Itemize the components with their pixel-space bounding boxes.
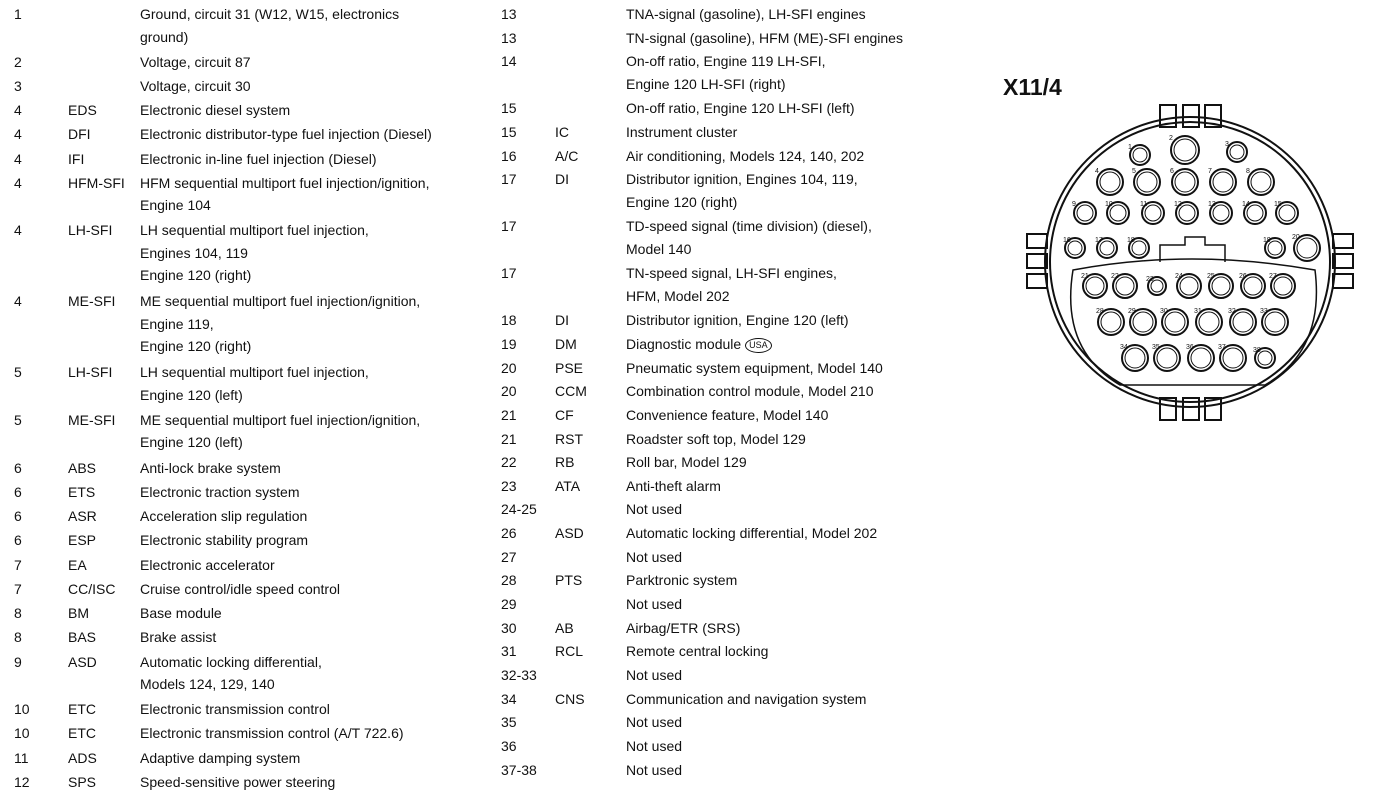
pin-number: 28 — [501, 572, 517, 589]
pin-number: 3 — [14, 77, 22, 94]
pin-number: 5 — [14, 411, 22, 428]
pin-number: 21 — [501, 406, 517, 423]
description-line: Model 140 — [626, 240, 692, 257]
system-abbreviation: AB — [555, 619, 574, 636]
pin-description — [626, 97, 855, 120]
pin-number: 2 — [14, 53, 22, 70]
description-line: Electronic accelerator — [140, 556, 275, 573]
pin-number: 22 — [501, 454, 517, 471]
pin-description — [626, 3, 866, 26]
system-abbreviation: CCM — [555, 383, 587, 400]
system-abbreviation: ASD — [68, 653, 97, 670]
key-slot — [1160, 237, 1225, 262]
pin-socket — [1097, 169, 1123, 195]
pin-description — [626, 168, 858, 213]
description-line: Parktronic system — [626, 572, 738, 589]
pin-socket-inner — [1223, 348, 1243, 368]
pin-label: 29 — [1128, 308, 1136, 315]
pin-label: 23 — [1146, 276, 1154, 283]
pin-label: 22 — [1111, 273, 1119, 280]
description-line: Electronic stability program — [140, 532, 309, 549]
pin-socket-inner — [1133, 312, 1153, 332]
system-abbreviation: CF — [555, 406, 574, 423]
pin-socket-inner — [1230, 145, 1244, 159]
pin-number: 17 — [501, 265, 517, 282]
pin-description — [140, 3, 399, 48]
pin-number: 7 — [14, 556, 22, 573]
pin-number: 35 — [501, 714, 517, 731]
description-line: TNA-signal (gasoline), LH-SFI engines — [626, 6, 866, 22]
pin-number: 6 — [14, 459, 22, 476]
description-line: Not used — [626, 761, 683, 778]
pin-description — [140, 290, 420, 358]
pin-description — [626, 380, 873, 403]
pin-label: 19 — [1263, 237, 1271, 244]
description-line: Anti-lock brake system — [140, 459, 281, 476]
system-abbreviation: ME-SFI — [68, 411, 116, 428]
pin-description — [140, 148, 377, 171]
pin-description — [626, 569, 737, 592]
pin-description — [626, 428, 806, 451]
system-abbreviation: ASD — [555, 525, 584, 542]
pin-label: 33 — [1260, 308, 1268, 315]
system-abbreviation: A/C — [555, 147, 579, 164]
usa-badge: USA — [745, 338, 772, 353]
description-line: Airbag/ETR (SRS) — [626, 619, 741, 636]
pin-description — [626, 688, 866, 711]
system-abbreviation: ABS — [68, 459, 97, 476]
pin-socket-inner — [1077, 205, 1093, 221]
system-abbreviation: IFI — [68, 150, 85, 167]
description-line: Instrument cluster — [626, 123, 738, 140]
description-line: Electronic distributor-type fuel injection (Diesel) — [140, 126, 432, 143]
pin-label: 12 — [1174, 201, 1182, 208]
system-abbreviation: RCL — [555, 643, 584, 660]
description-line: Engine 120 (right) — [140, 338, 252, 355]
description-line: Electronic diesel system — [140, 102, 291, 119]
pin-label: 31 — [1194, 308, 1202, 315]
pin-label: 9 — [1072, 201, 1076, 208]
pin-number: 24-25 — [501, 501, 537, 518]
pin-number: 27 — [501, 548, 517, 565]
description-line: On-off ratio, Engine 119 LH-SFI, — [626, 53, 826, 70]
pin-label: 28 — [1096, 308, 1104, 315]
system-abbreviation: CNS — [555, 690, 585, 707]
connector-tab — [1027, 274, 1047, 288]
system-abbreviation: DFI — [68, 126, 91, 143]
pin-number: 16 — [501, 147, 517, 164]
pin-socket-inner — [1297, 238, 1317, 258]
pin-number: 6 — [14, 532, 22, 549]
pin-socket-inner — [1175, 172, 1195, 192]
description-line: TD-speed signal (time division) (diesel), — [626, 218, 872, 235]
pin-number: 10 — [14, 701, 30, 718]
pin-label: 27 — [1269, 273, 1277, 280]
description-line: Base module — [140, 605, 222, 622]
pin-number: 4 — [14, 102, 22, 119]
system-abbreviation: DM — [555, 335, 577, 352]
pin-description — [626, 546, 682, 569]
description-line: Engine 120 (left) — [140, 386, 243, 403]
pin-description — [140, 771, 335, 793]
description-line: Roadster soft top, Model 129 — [626, 430, 806, 447]
description-line: TN-speed signal, LH-SFI engines, — [626, 265, 837, 282]
pin-number: 18 — [501, 312, 517, 329]
description-line: Roll bar, Model 129 — [626, 454, 747, 471]
system-abbreviation: RB — [555, 454, 575, 471]
pin-socket-inner — [1101, 312, 1121, 332]
pin-number: 8 — [14, 629, 22, 646]
pin-number: 14 — [501, 53, 517, 70]
pin-number: 19 — [501, 335, 517, 352]
pin-label: 11 — [1140, 201, 1148, 208]
description-line: Combination control module, Model 210 — [626, 383, 874, 400]
system-abbreviation: ETC — [68, 701, 96, 718]
pin-socket — [1210, 169, 1236, 195]
description-line: Not used — [626, 667, 683, 683]
description-line: Engine 119, — [140, 315, 214, 332]
pin-socket-inner — [1165, 312, 1185, 332]
description-line: Communication and navigation system — [626, 690, 867, 707]
pin-label: 10 — [1105, 201, 1113, 208]
pin-label: 25 — [1207, 273, 1215, 280]
pin-description — [140, 554, 275, 577]
connector-tab — [1027, 254, 1047, 268]
pin-description — [140, 747, 300, 770]
pin-socket-inner — [1265, 312, 1285, 332]
description-line: ME sequential multiport fuel injection/ignition, — [140, 293, 421, 310]
pin-socket-inner — [1251, 172, 1271, 192]
description-line: HFM, Model 202 — [626, 287, 730, 304]
connector-tab — [1183, 105, 1199, 127]
description-line: Engine 120 LH-SFI (right) — [626, 75, 786, 92]
pin-description — [626, 50, 825, 95]
pin-description — [140, 626, 216, 649]
pin-label: 18 — [1127, 237, 1135, 244]
description-line: Voltage, circuit 30 — [140, 77, 251, 94]
pin-description — [140, 99, 290, 122]
pin-description — [626, 121, 737, 144]
pin-number: 4 — [14, 222, 22, 239]
description-line: Voltage, circuit 87 — [140, 53, 251, 70]
description-line: Brake assist — [140, 629, 217, 646]
pin-number: 15 — [501, 123, 517, 140]
pin-description — [140, 505, 307, 528]
pin-description — [626, 404, 828, 427]
description-line: TN-signal (gasoline), HFM (ME)-SFI engines — [626, 29, 903, 46]
description-line: Air conditioning, Models 124, 140, 202 — [626, 147, 865, 164]
pin-label: 35 — [1152, 344, 1160, 351]
pin-description — [140, 529, 308, 552]
system-abbreviation: ASR — [68, 508, 97, 525]
pin-number: 23 — [501, 477, 517, 494]
pin-description — [626, 593, 682, 616]
description-line: Engine 120 (left) — [140, 434, 243, 451]
description-line: Electronic transmission control — [140, 701, 330, 718]
pin-number: 13 — [501, 6, 517, 22]
pin-description — [140, 219, 369, 287]
pin-description — [140, 457, 281, 480]
connector-tab — [1333, 254, 1353, 268]
connector-tab — [1333, 274, 1353, 288]
connector-x11-4-diagram — [1025, 100, 1360, 425]
pin-socket — [1171, 136, 1199, 164]
system-abbreviation: ME-SFI — [68, 293, 116, 310]
description-line: ME sequential multiport fuel injection/ignition, — [140, 411, 421, 428]
pin-number: 32-33 — [501, 667, 537, 683]
description-line: Not used — [626, 596, 683, 613]
connector-tab — [1333, 234, 1353, 248]
pin-description — [140, 409, 420, 454]
system-abbreviation: IC — [555, 123, 569, 140]
pin-description — [626, 27, 903, 50]
system-abbreviation: CC/ISC — [68, 580, 116, 597]
description-line: Acceleration slip regulation — [140, 508, 308, 525]
pin-socket-inner — [1133, 148, 1147, 162]
pin-description — [626, 357, 883, 380]
pin-number: 1 — [14, 6, 22, 22]
pin-socket-inner — [1145, 205, 1161, 221]
description-line: Electronic in-line fuel injection (Diesel) — [140, 150, 377, 167]
pin-description — [140, 51, 251, 74]
pin-label: 1 — [1128, 144, 1132, 151]
system-abbreviation: DI — [555, 171, 569, 188]
description-line: Speed-sensitive power steering — [140, 773, 336, 790]
pin-description — [140, 651, 322, 696]
description-line: Engines 104, 119 — [140, 244, 248, 261]
pin-number: 20 — [501, 359, 517, 376]
pin-description — [140, 602, 222, 625]
pin-number: 5 — [14, 364, 22, 381]
system-abbreviation: ESP — [68, 532, 97, 549]
pin-number: 30 — [501, 619, 517, 636]
description-line: Engine 104 — [140, 197, 211, 214]
description-line: Engine 120 (right) — [140, 267, 252, 284]
pin-label: 2 — [1169, 135, 1173, 142]
pin-label: 30 — [1160, 308, 1168, 315]
pin-description — [626, 640, 768, 663]
pin-label: 36 — [1186, 344, 1194, 351]
pin-socket-inner — [1157, 348, 1177, 368]
system-abbreviation: PSE — [555, 359, 584, 376]
description-line: Not used — [626, 548, 683, 565]
pin-label: 6 — [1170, 168, 1174, 175]
pin-socket — [1172, 169, 1198, 195]
pin-number: 37-38 — [501, 761, 537, 778]
pin-number: 4 — [14, 293, 22, 310]
description-line: Electronic transmission control (A/T 722.6) — [140, 725, 404, 742]
pin-label: 14 — [1242, 201, 1250, 208]
pin-socket-inner — [1125, 348, 1145, 368]
pin-description — [626, 617, 740, 640]
system-abbreviation: ETC — [68, 725, 96, 742]
pin-description — [140, 722, 404, 745]
pin-label: 13 — [1208, 201, 1216, 208]
system-abbreviation: PTS — [555, 572, 583, 589]
system-abbreviation: LH-SFI — [68, 222, 113, 239]
pin-label: 17 — [1095, 237, 1103, 244]
description-line: Convenience feature, Model 140 — [626, 406, 829, 423]
pin-number: 15 — [501, 100, 517, 117]
description-line: Not used — [626, 501, 683, 518]
pin-label: 4 — [1095, 168, 1099, 175]
pin-label: 3 — [1225, 141, 1229, 148]
description-line: LH sequential multiport fuel injection, — [140, 364, 369, 381]
pin-number: 6 — [14, 483, 22, 500]
pin-label: 38 — [1253, 347, 1261, 354]
pin-socket-inner — [1191, 348, 1211, 368]
pin-label: 20 — [1292, 234, 1300, 241]
pin-socket-inner — [1233, 312, 1253, 332]
system-abbreviation: ADS — [68, 749, 97, 766]
pin-description — [626, 451, 747, 474]
pin-description — [140, 481, 300, 504]
pin-description — [140, 75, 251, 98]
description-line: LH sequential multiport fuel injection, — [140, 222, 369, 239]
description-line: Electronic traction system — [140, 483, 300, 500]
pin-description — [140, 123, 432, 146]
description-line: Models 124, 129, 140 — [140, 676, 275, 693]
pin-label: 24 — [1175, 273, 1183, 280]
pin-number: 4 — [14, 174, 22, 191]
system-abbreviation: LH-SFI — [68, 364, 113, 381]
pin-description — [626, 145, 864, 168]
pin-number: 8 — [14, 605, 22, 622]
system-abbreviation: DI — [555, 312, 569, 329]
system-abbreviation: BM — [68, 605, 89, 622]
pin-description — [626, 475, 721, 498]
system-abbreviation: RST — [555, 430, 583, 447]
description-line: Adaptive damping system — [140, 749, 301, 766]
description-line: Automatic locking differential, Model 202 — [626, 525, 878, 542]
pin-number: 4 — [14, 126, 22, 143]
pin-number: 21 — [501, 430, 517, 447]
description-line: Anti-theft alarm — [626, 477, 721, 494]
pin-number: 26 — [501, 525, 517, 542]
pin-number: 9 — [14, 653, 22, 670]
pin-number: 20 — [501, 383, 517, 400]
pin-socket-inner — [1213, 172, 1233, 192]
diagram-title: X11/4 — [1003, 74, 1062, 100]
pin-label: 32 — [1228, 308, 1236, 315]
pin-description — [626, 735, 682, 758]
description-line: Ground, circuit 31 (W12, W15, electronics — [140, 6, 400, 22]
system-abbreviation: HFM-SFI — [68, 174, 125, 191]
description-line: Pneumatic system equipment, Model 140 — [626, 359, 883, 376]
pin-description — [140, 361, 369, 406]
pin-label: 34 — [1120, 344, 1128, 351]
pin-number: 17 — [501, 171, 517, 188]
pin-label: 16 — [1063, 237, 1071, 244]
pin-number: 36 — [501, 737, 517, 754]
pin-number: 17 — [501, 218, 517, 235]
description-line: On-off ratio, Engine 120 LH-SFI (left) — [626, 100, 855, 117]
pin-number: 29 — [501, 596, 517, 613]
description-line: Distributor ignition, Engines 104, 119, — [626, 171, 858, 188]
description-line: Cruise control/idle speed control — [140, 580, 340, 597]
pin-socket — [1134, 169, 1160, 195]
pin-label: 15 — [1274, 201, 1282, 208]
pin-description — [140, 172, 429, 217]
system-abbreviation: BAS — [68, 629, 97, 646]
pin-number: 4 — [14, 150, 22, 167]
system-abbreviation: EA — [68, 556, 87, 573]
pin-description — [626, 522, 877, 545]
pin-description — [626, 215, 872, 260]
pin-label: 5 — [1132, 168, 1136, 175]
pin-number: 10 — [14, 725, 30, 742]
description-line: Not used — [626, 714, 683, 731]
description-line: Engine 120 (right) — [626, 193, 738, 210]
pin-label: 37 — [1218, 344, 1226, 351]
pin-label: 8 — [1246, 168, 1250, 175]
description-line: Not used — [626, 737, 683, 754]
description-line: ground) — [140, 28, 189, 45]
pin-socket-inner — [1199, 312, 1219, 332]
description-line: Diagnostic module USA — [626, 333, 772, 356]
pin-description — [626, 711, 682, 734]
system-abbreviation: EDS — [68, 102, 97, 119]
pin-description — [626, 498, 682, 521]
system-abbreviation: ATA — [555, 477, 581, 494]
pin-number: 31 — [501, 643, 517, 660]
pin-description — [140, 578, 340, 601]
pin-description — [626, 309, 849, 332]
pin-number: 7 — [14, 580, 22, 597]
pin-description — [626, 664, 682, 687]
pin-number: 13 — [501, 29, 517, 46]
pin-socket-inner — [1137, 172, 1157, 192]
pin-label: 7 — [1208, 168, 1212, 175]
system-abbreviation: ETS — [68, 483, 96, 500]
description-line: Remote central locking — [626, 643, 769, 660]
description-line: Automatic locking differential, — [140, 653, 322, 670]
pin-number: 6 — [14, 508, 22, 525]
pin-number: 34 — [501, 690, 517, 707]
pin-socket-inner — [1174, 139, 1196, 161]
description-line: Distributor ignition, Engine 120 (left) — [626, 312, 849, 329]
system-abbreviation: SPS — [68, 773, 97, 790]
pin-number: 11 — [14, 749, 29, 766]
pin-number: 12 — [14, 773, 30, 790]
connector-tab — [1027, 234, 1047, 248]
description-line: HFM sequential multiport fuel injection/ignition, — [140, 174, 430, 191]
pin-socket — [1248, 169, 1274, 195]
pin-socket-inner — [1100, 172, 1120, 192]
pin-label: 21 — [1081, 273, 1089, 280]
pin-description — [140, 698, 330, 721]
pin-description — [626, 333, 772, 356]
pin-label: 26 — [1239, 273, 1247, 280]
pin-description — [626, 262, 837, 307]
